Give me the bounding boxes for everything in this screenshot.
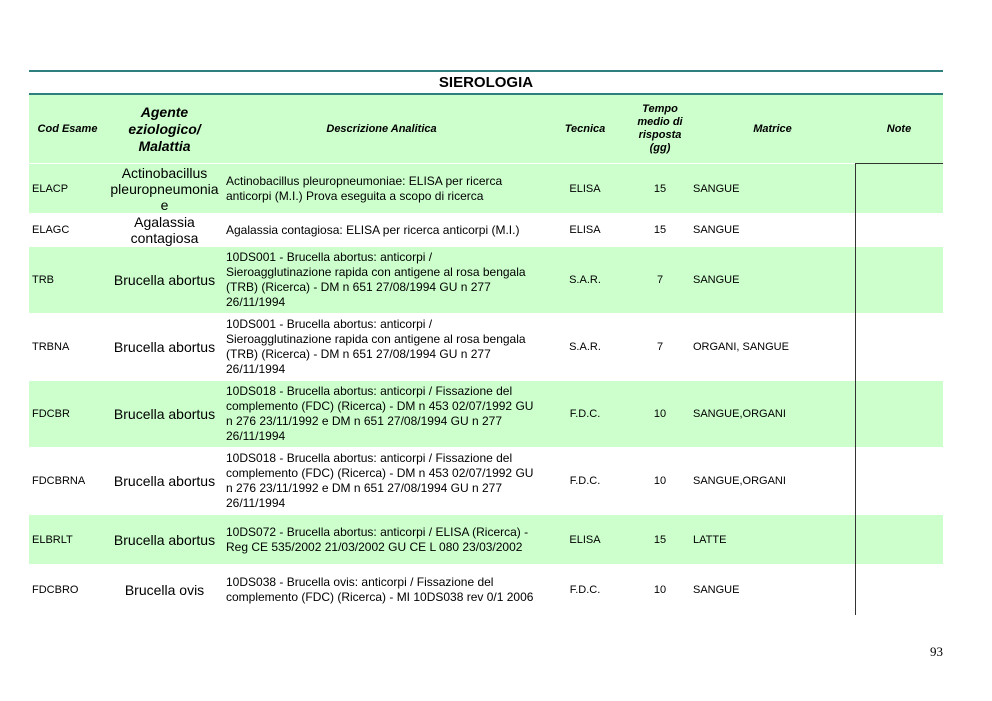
desc-cell: 10DS001 - Brucella abortus: anticorpi / Sieroagglutinazione rapida con antigene al rosa bengala (TRB) (Ricerca) - DM n 651 27/08/1994 GU n 277 26/11/1994 [223,247,540,314]
table-row [29,247,943,314]
agent-cell: Brucella abortus [106,381,223,448]
matrice-cell: SANGUE [690,565,855,615]
desc-cell: 10DS001 - Brucella abortus: anticorpi / Sieroagglutinazione rapida con antigene al rosa bengala (TRB) (Ricerca) - DM n 651 27/08/1994 GU n 277 26/11/1994 [223,314,540,381]
desc-cell: 10DS018 - Brucella abortus: anticorpi / Fissazione del complemento (FDC) (Ricerca) - DM n 453 02/07/1992 GU n 276 23/11/1992 e DM n 651 27/08/1994 GU n 277 26/11/1994 [223,448,540,515]
tempo-cell: 15 [630,214,690,247]
table-row [29,214,943,247]
tecnica-cell: ELISA [540,214,630,247]
header-desc: Descrizione Analitica [223,95,540,164]
cod-cell: TRB [29,247,106,314]
agent-cell: Actinobacillus pleuropneumonia e [106,164,223,214]
tempo-cell: 15 [630,164,690,214]
tempo-cell: 10 [630,448,690,515]
matrice-cell: SANGUE [690,247,855,314]
table-row [29,314,943,381]
cod-cell: ELBRLT [29,515,106,565]
agent-cell: Brucella abortus [106,515,223,565]
matrice-cell: SANGUE,ORGANI [690,448,855,515]
tecnica-cell: F.D.C. [540,448,630,515]
agent-cell: Brucella abortus [106,314,223,381]
table-row [29,448,943,515]
desc-cell: Actinobacillus pleuropneumoniae: ELISA per ricerca anticorpi (M.I.) Prova eseguita a scopo di ricerca [223,164,540,214]
tecnica-cell: F.D.C. [540,565,630,615]
page-title: SIEROLOGIA [438,74,534,91]
header-matrice: Matrice [690,95,855,164]
header-tecnica: Tecnica [540,95,630,164]
desc-cell: Agalassia contagiosa: ELISA per ricerca anticorpi (M.I.) [223,214,540,247]
table-row [29,565,943,615]
tempo-cell: 10 [630,565,690,615]
note-cell [855,214,943,247]
desc-cell: 10DS072 - Brucella abortus: anticorpi / ELISA (Ricerca) - Reg CE 535/2002 21/03/2002 GU CE L 080 23/03/2002 [223,515,540,565]
table-row [29,381,943,448]
note-cell [855,247,943,314]
agent-cell: Brucella ovis [106,565,223,615]
desc-cell: 10DS038 - Brucella ovis: anticorpi / Fissazione del complemento (FDC) (Ricerca) - MI 10DS038 rev 0/1 2006 [223,565,540,615]
note-cell [855,515,943,565]
tecnica-cell: ELISA [540,164,630,214]
matrice-cell: ORGANI, SANGUE [690,314,855,381]
agent-cell: Brucella abortus [106,448,223,515]
matrice-cell: SANGUE,ORGANI [690,381,855,448]
tempo-cell: 7 [630,314,690,381]
header-tempo: Tempo medio di risposta (gg) [630,95,690,164]
matrice-cell: SANGUE [690,214,855,247]
tempo-cell: 10 [630,381,690,448]
cod-cell: ELACP [29,164,106,214]
agent-cell: Brucella abortus [106,247,223,314]
top-rule [29,70,943,72]
matrice-cell: LATTE [690,515,855,565]
note-cell [855,448,943,515]
tecnica-cell: F.D.C. [540,381,630,448]
header-agent: Agente eziologico/ Malattia [106,95,223,164]
tempo-cell: 15 [630,515,690,565]
tecnica-cell: S.A.R. [540,247,630,314]
note-cell [855,314,943,381]
cod-cell: FDCBR [29,381,106,448]
tecnica-cell: S.A.R. [540,314,630,381]
note-cell [855,381,943,448]
cod-cell: TRBNA [29,314,106,381]
cod-cell: ELAGC [29,214,106,247]
note-cell [855,164,943,214]
cod-cell: FDCBRNA [29,448,106,515]
desc-cell: 10DS018 - Brucella abortus: anticorpi / Fissazione del complemento (FDC) (Ricerca) - DM n 453 02/07/1992 GU n 276 23/11/1992 e DM n 651 27/08/1994 GU n 277 26/11/1994 [223,381,540,448]
sierologia-table [29,95,943,615]
page-number: 93 [930,644,943,659]
agent-cell: Agalassia contagiosa [106,214,223,247]
header-cod: Cod Esame [29,95,106,164]
tempo-cell: 7 [630,247,690,314]
header-note: Note [855,95,943,164]
table-row [29,515,943,565]
header-row [29,95,943,164]
cod-cell: FDCBRO [29,565,106,615]
matrice-cell: SANGUE [690,164,855,214]
note-cell [855,565,943,615]
tecnica-cell: ELISA [540,515,630,565]
table-row [29,164,943,214]
